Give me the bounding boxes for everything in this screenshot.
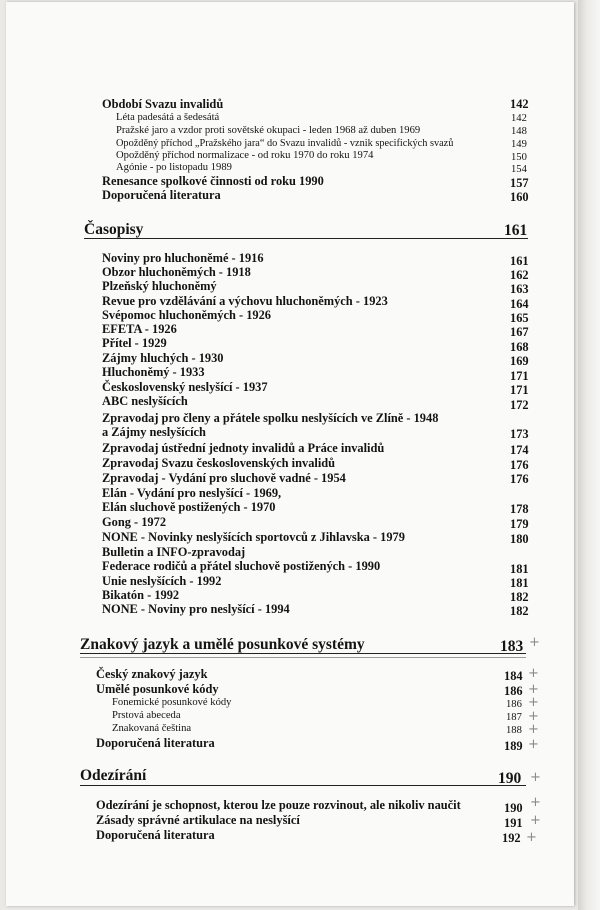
- toc-entry-page: 176: [510, 458, 529, 472]
- section-rule: [80, 657, 526, 658]
- section-heading-page: 161: [504, 222, 528, 239]
- section-rule: [84, 238, 528, 239]
- toc-entry-title: ABC neslyšících: [102, 394, 188, 408]
- section-rule: [80, 653, 526, 654]
- pencil-mark-icon: +: [530, 795, 541, 810]
- toc-entry-title: Gong - 1972: [102, 515, 167, 529]
- toc-entry-page: 167: [510, 325, 529, 339]
- toc-entry-title: Umělé posunkové kódy: [96, 682, 219, 696]
- toc-entry-page: 161: [510, 254, 529, 268]
- toc-entry-page: 169: [510, 354, 529, 368]
- section-heading: Znakový jazyk a umělé posunkové systémy: [80, 636, 365, 653]
- toc-subentry-page: 188: [506, 725, 522, 736]
- toc-subentry-title: Agónie - po listopadu 1989: [116, 162, 232, 173]
- toc-entry-title: Zpravodaj Svazu československých invalidů: [102, 456, 336, 470]
- toc-entry-page: 168: [510, 340, 529, 354]
- section-heading-page: 190: [498, 770, 522, 787]
- toc-entry-title: Elán - Vydání pro neslyšící - 1969,: [102, 486, 282, 500]
- book-page: [6, 2, 574, 906]
- toc-entry-title: Plzeňský hluchoněmý: [102, 279, 217, 293]
- pencil-mark-icon: +: [528, 709, 539, 724]
- toc-entry-page: 173: [510, 427, 529, 441]
- toc-entry-title: Revue pro vzdělávání a výchovu hluchoněmých - 1923: [102, 294, 388, 308]
- section-heading: Odezírání: [80, 767, 147, 784]
- toc-entry-page: 157: [510, 176, 529, 190]
- toc-entry-title: Zájmy hluchých - 1930: [102, 351, 224, 365]
- toc-entry-title: Obzor hluchoněmých - 1918: [102, 265, 251, 279]
- toc-entry-page: 182: [510, 604, 529, 618]
- toc-entry-page: 178: [510, 502, 529, 516]
- toc-entry-title: Československý neslyšící - 1937: [102, 380, 268, 394]
- pencil-mark-icon: +: [529, 635, 540, 650]
- toc-entry-page: 160: [510, 190, 529, 204]
- toc-entry-title: Doporučená literatura: [96, 736, 215, 750]
- section-heading-page: 183: [500, 638, 524, 655]
- toc-entry-page: 172: [510, 398, 529, 412]
- toc-entry-title: NONE - Novinky neslyšících sportovců z Jihlavska - 1979: [102, 530, 405, 544]
- toc-subentry-title: Pražské jaro a vzdor proti sovětské okupaci - leden 1968 až duben 1969: [116, 125, 421, 136]
- pencil-mark-icon: +: [528, 722, 539, 737]
- toc-entry-page: 190: [504, 801, 523, 815]
- toc-entry-page: 176: [510, 472, 529, 486]
- section-heading: Časopisy: [84, 221, 144, 238]
- toc-subentry-title: Znakovaná čeština: [112, 723, 192, 734]
- toc-entry-title: Přítel - 1929: [102, 336, 167, 350]
- toc-entry-page: 164: [510, 297, 529, 311]
- toc-entry-title: EFETA - 1926: [102, 322, 177, 336]
- pencil-mark-icon: +: [526, 830, 537, 845]
- toc-entry-page: 192: [502, 831, 521, 845]
- toc-subentry-page: 186: [506, 699, 522, 710]
- toc-entry-title: Svépomoc hluchoněmých - 1926: [102, 308, 271, 322]
- toc-entry-title: Zpravodaj pro členy a přátele spolku neslyšících ve Zlíně - 1948: [102, 411, 439, 425]
- toc-entry-page: 181: [510, 576, 529, 590]
- toc-entry-page: 142: [510, 97, 529, 111]
- toc-entry-title: Zpravodaj ústřední jednoty invalidů a Práce invalidů: [102, 441, 385, 455]
- toc-entry-title: Elán sluchově postižených - 1970: [102, 500, 276, 514]
- toc-entry-title: Bikatón - 1992: [102, 588, 180, 602]
- toc-entry-page: 179: [510, 517, 529, 531]
- toc-entry-title: Hluchoněmý - 1933: [102, 365, 205, 379]
- toc-entry-title: Období Svazu invalidů: [102, 97, 224, 111]
- pencil-mark-icon: +: [530, 770, 541, 785]
- toc-entry-title: Zpravodaj - Vydání pro sluchově vadné - 1954: [102, 471, 346, 485]
- toc-subentry-page: 142: [511, 113, 527, 124]
- toc-subentry-title: Opožděný příchod normalizace - od roku 1970 do roku 1974: [116, 150, 374, 161]
- pencil-mark-icon: +: [528, 666, 539, 681]
- toc-entry-title: Doporučená literatura: [102, 188, 221, 202]
- toc-subentry-page: 187: [506, 712, 522, 723]
- toc-entry-page: 184: [504, 669, 523, 683]
- toc-entry-title: NONE - Noviny pro neslyšící - 1994: [102, 602, 290, 616]
- pencil-mark-icon: +: [528, 682, 539, 697]
- toc-entry-title: Doporučená literatura: [96, 828, 215, 842]
- toc-entry-page: 191: [504, 816, 523, 830]
- toc-entry-title: Český znakový jazyk: [96, 667, 208, 681]
- toc-entry-title: Zásady správné artikulace na neslyšící: [96, 813, 300, 827]
- toc-subentry-page: 148: [511, 126, 527, 137]
- toc-entry-page: 163: [510, 282, 529, 296]
- toc-entry-page: 165: [510, 311, 529, 325]
- toc-entry-title: Odezírání je schopnost, kterou lze pouze rozvinout, ale nikoliv naučit: [96, 798, 461, 812]
- toc-entry-title: Noviny pro hluchoněmé - 1916: [102, 251, 264, 265]
- toc-entry-title: Unie neslyšících - 1992: [102, 574, 222, 588]
- toc-subentry-page: 149: [511, 139, 527, 150]
- section-rule: [80, 785, 526, 786]
- toc-entry-page: 181: [510, 562, 529, 576]
- pencil-mark-icon: +: [530, 813, 541, 828]
- toc-entry-title: a Zájmy neslyšících: [102, 425, 206, 439]
- toc-entry-title: Federace rodičů a přátel sluchově postižených - 1990: [102, 559, 381, 573]
- toc-entry-title: Renesance spolkové činnosti od roku 1990: [102, 174, 324, 188]
- toc-entry-page: 162: [510, 268, 529, 282]
- toc-subentry-page: 150: [511, 152, 527, 163]
- toc-subentry-page: 154: [511, 164, 527, 175]
- toc-entry-title: Bulletin a INFO-zpravodaj: [102, 545, 246, 559]
- toc-subentry-title: Léta padesátá a šedesátá: [116, 112, 220, 123]
- toc-entry-page: 186: [504, 684, 523, 698]
- scan-edge: [578, 0, 600, 910]
- toc-entry-page: 180: [510, 532, 529, 546]
- toc-entry-page: 182: [510, 590, 529, 604]
- toc-subentry-title: Opožděný příchod „Pražského jara“ do Svazu invalidů - vznik specifických svazů: [116, 138, 454, 149]
- toc-entry-page: 171: [510, 383, 529, 397]
- toc-entry-page: 189: [504, 739, 523, 753]
- toc-subentry-title: Fonemické posunkové kódy: [112, 697, 232, 708]
- pencil-mark-icon: +: [528, 737, 539, 752]
- toc-entry-page: 174: [510, 443, 529, 457]
- toc-subentry-title: Prstová abeceda: [112, 710, 181, 721]
- pencil-mark-icon: +: [528, 695, 539, 710]
- toc-entry-page: 171: [510, 369, 529, 383]
